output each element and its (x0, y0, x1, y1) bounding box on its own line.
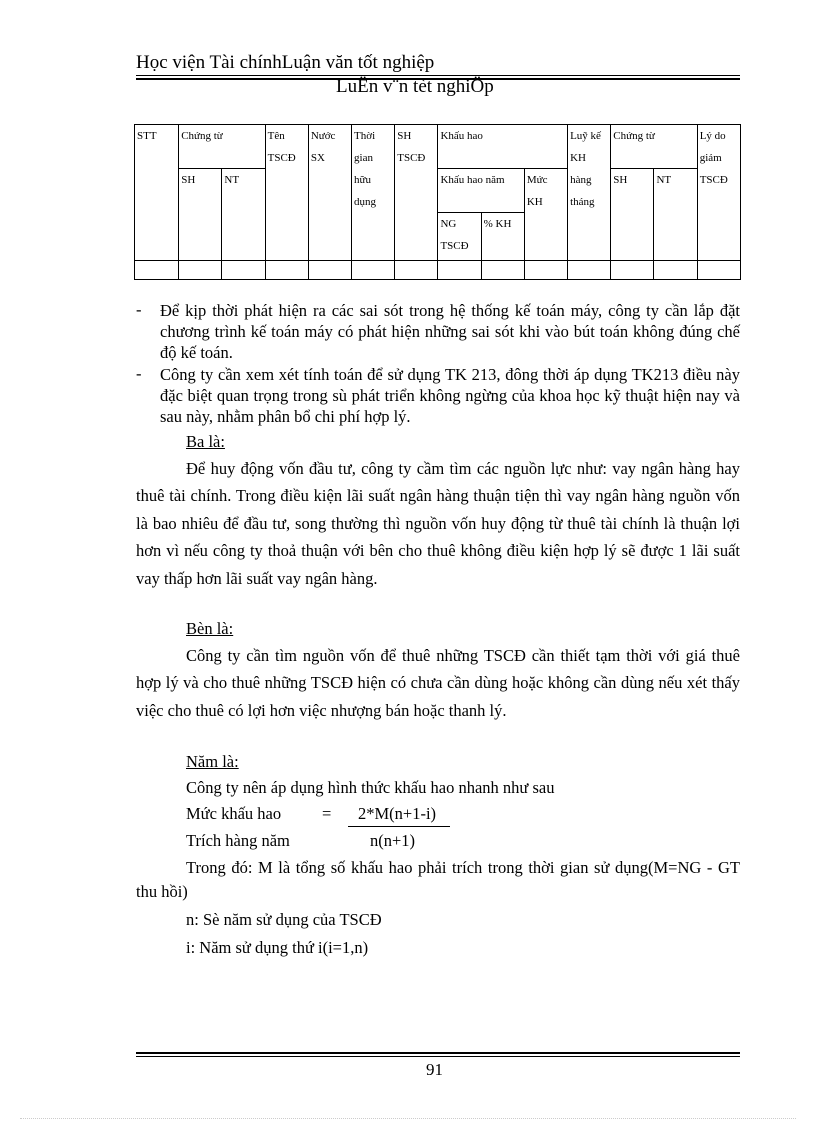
running-header: Học viện Tài chínhLuận văn tốt nghiệp (136, 52, 435, 73)
bullet-mark: - (136, 364, 142, 383)
formula-numerator: 2*M(n+1-i) (358, 804, 437, 823)
col-ly-do: Lý do giảm TSCĐ (697, 125, 740, 261)
col-sh-tscd: SH TSCĐ (395, 125, 438, 261)
footer-rule-top (136, 1052, 740, 1054)
page-bottom-border (20, 1118, 796, 1119)
formula-where: Trong đó: M là tổng số khấu hao phải trích trong thời gian sử dụng(M=NG - GT thu hồi) (136, 858, 740, 901)
col-nt-2: NT (654, 169, 697, 261)
bullet-item: Công ty cần xem xét tính toán để sử dụng TK 213, đông thời áp dụng TK213 điều này đặc biệt quan trọng trong sù phát triển không ngừng của khoa học kỹ thuật hiện nay và sau này, nhằm phân bổ chi phí hợp lý. (160, 365, 740, 426)
definition-i: i: Năm sử dụng thứ i(i=1,n) (186, 938, 369, 957)
formula-fraction-bar (348, 826, 450, 827)
col-pct-kh: % KH (481, 213, 524, 261)
paragraph-ba-la: Để huy động vốn đầu tư, công ty cầm tìm các nguồn lực như: vay ngân hàng hay thuê tài chính. Trong điều kiện lãi suất ngân hàng thuận tiện thì vay ngân hàng nguồn vốn là bao nhiêu để đầu tư, song thường thì nguồn vốn huy động từ thuê tài chính là thuận lợi hơn vì nếu công ty thoả thuận với bên cho thuê không điều kiện hợp lý sẽ được 1 lãi suất vay thấp hơn lãi suất vay ngân hàng. (136, 459, 740, 588)
col-khau-hao: Khấu hao (438, 125, 568, 169)
footer-rule-bottom (136, 1056, 740, 1057)
bullet-item: Để kịp thời phát hiện ra các sai sót trong hệ thống kế toán máy, công ty cần lắp đặt chương trình kế toán máy có phát hiện những sai sót khi vào bút toán không đúng chế độ kế toán. (160, 301, 740, 362)
col-luy-ke: Luỹ kế KH hàng tháng (568, 125, 611, 261)
formula-denominator: n(n+1) (370, 831, 416, 850)
formula-intro: Công ty nên áp dụng hình thức khấu hao nhanh như sau (186, 778, 555, 797)
asset-ledger-table (134, 124, 741, 280)
formula-equals: = (322, 804, 332, 823)
col-ng-tscd: NG TSCĐ (438, 213, 481, 261)
running-header-sub: LuËn v¨n tèt nghiÖp (336, 76, 494, 97)
definition-n: n: Sè năm sử dụng của TSCĐ (186, 910, 382, 929)
section-heading-bon-la: Bèn là: (186, 619, 234, 638)
col-stt: STT (135, 125, 179, 261)
paragraph-bon-la: Công ty cần tìm nguồn vốn để thuê những TSCĐ cần thiết tạm thời với giá thuê hợp lý và cho thuê những TSCĐ hiện có chưa cần dùng hoặc không cần dùng nếu xét thấy việc cho thuê có lợi hơn việc nhượng bán hoặc thanh lý. (136, 646, 740, 720)
col-thoi-gian: Thời gian hữu dụng (352, 125, 395, 261)
col-sh-2: SH (611, 169, 654, 261)
formula-label-1: Mức khấu hao (186, 804, 282, 823)
page-number: 91 (426, 1060, 443, 1079)
bullet-mark: - (136, 300, 142, 319)
col-ten-tscd: Tên TSCĐ (265, 125, 308, 261)
col-nt: NT (222, 169, 265, 261)
section-heading-ba-la: Ba là: (186, 432, 225, 451)
formula-label-2: Trích hàng năm (186, 831, 290, 850)
section-heading-nam-la: Năm là: (186, 752, 239, 771)
col-khau-hao-nam: Khấu hao năm (438, 169, 524, 213)
col-sh: SH (179, 169, 222, 261)
col-chung-tu: Chứng từ (179, 125, 265, 169)
col-muc-kh: Mức KH (524, 169, 567, 261)
col-nuoc-sx: Nước SX (308, 125, 351, 261)
col-chung-tu-2: Chứng từ (611, 125, 697, 169)
table-row (135, 261, 741, 280)
